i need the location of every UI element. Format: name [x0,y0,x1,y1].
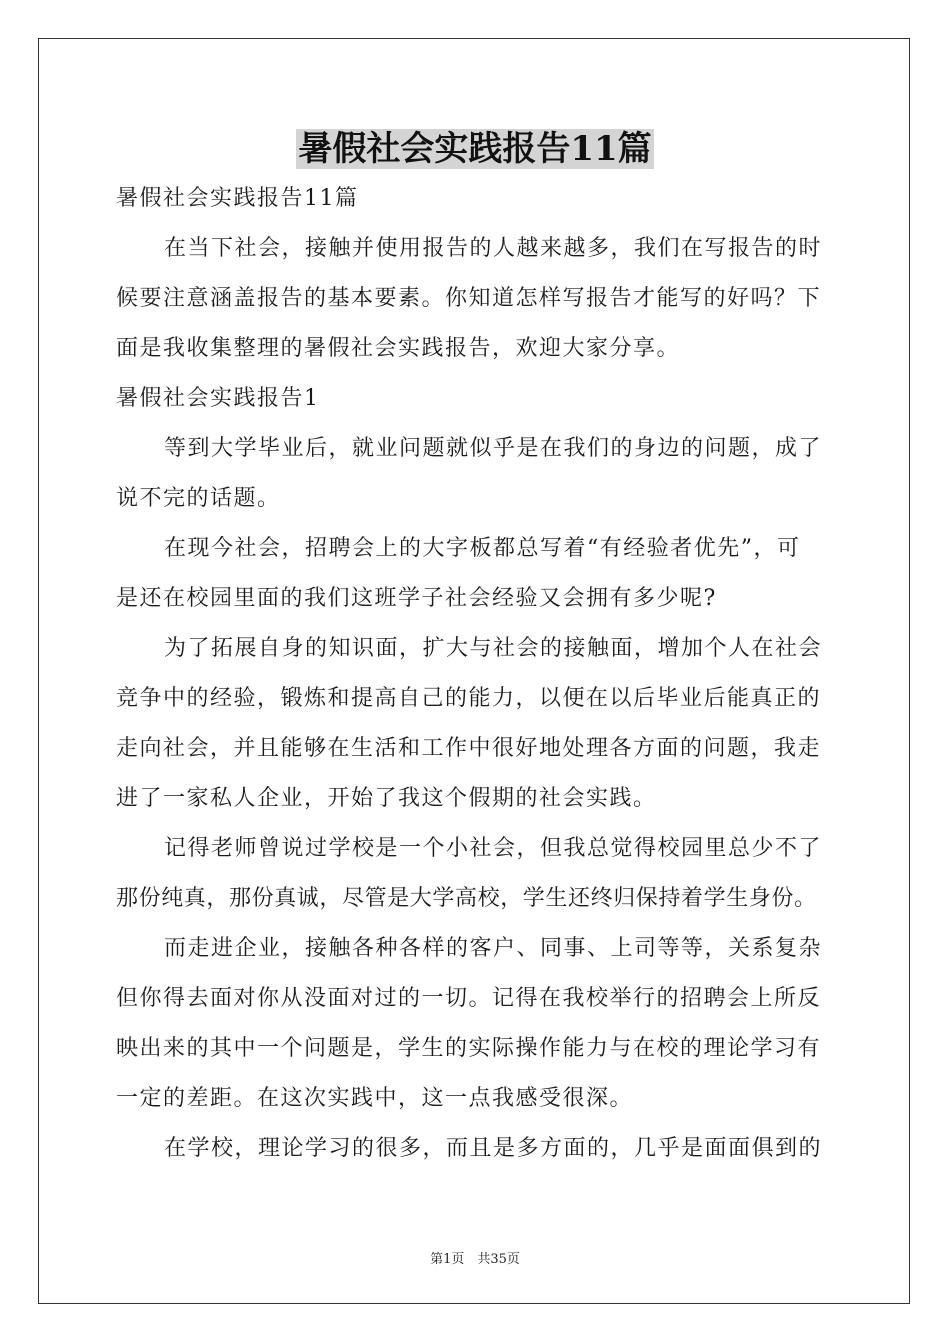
text-line: 而走进企业，接触各种各样的客户、同事、上司等等，关系复杂 [164,936,823,961]
text-line: 说不完的话题。 [116,486,281,511]
section-heading: 暑假社会实践报告1 [116,386,320,411]
text-line: 是还在校园里面的我们这班学子社会经验又会拥有多少呢? [116,586,717,611]
text-line: 映出来的其中一个问题是，学生的实际操作能力与在校的理论学习有 [116,1036,822,1061]
text-line: 面是我收集整理的暑假社会实践报告，欢迎大家分享。 [116,336,681,361]
text-line: 那份纯真，那份真诚，尽管是大学高校，学生还终归保持着学生身份。 [116,886,817,911]
page-border [38,38,910,1304]
text-line: 在当下社会，接触并使用报告的人越来越多，我们在写报告的时 [164,236,823,261]
text-line: 等到大学毕业后，就业问题就似乎是在我们的身边的问题，成了 [164,436,823,461]
title-text: 暑假社会实践报告11篇 [298,129,652,169]
document-title [0,124,950,174]
text-line: 候要注意涵盖报告的基本要素。你知道怎样写报告才能写的好吗？下 [116,286,822,311]
text-line: 一定的差距。在这次实践中，这一点我感受很深。 [116,1086,634,1111]
text-line: 在现今社会，招聘会上的大字板都总写着“有经验者优先”，可 [164,536,801,561]
page-footer: 第1页 共35页 [430,1252,520,1267]
text-line: 记得老师曾说过学校是一个小社会，但我总觉得校园里总少不了 [164,836,823,861]
text-line: 在学校，理论学习的很多，而且是多方面的，几乎是面面俱到的 [164,1136,823,1161]
text-line: 竞争中的经验，锻炼和提高自己的能力，以便在以后毕业后能真正的 [116,686,822,711]
subtitle-line: 暑假社会实践报告11篇 [116,186,359,211]
text-line: 但你得去面对你从没面对过的一切。记得在我校举行的招聘会上所反 [116,986,822,1011]
text-line: 进了一家私人企业，开始了我这个假期的社会实践。 [116,786,657,811]
text-line: 为了拓展自身的知识面，扩大与社会的接触面，增加个人在社会 [164,636,823,661]
text-line: 走向社会，并且能够在生活和工作中很好地处理各方面的问题，我走 [116,736,822,761]
